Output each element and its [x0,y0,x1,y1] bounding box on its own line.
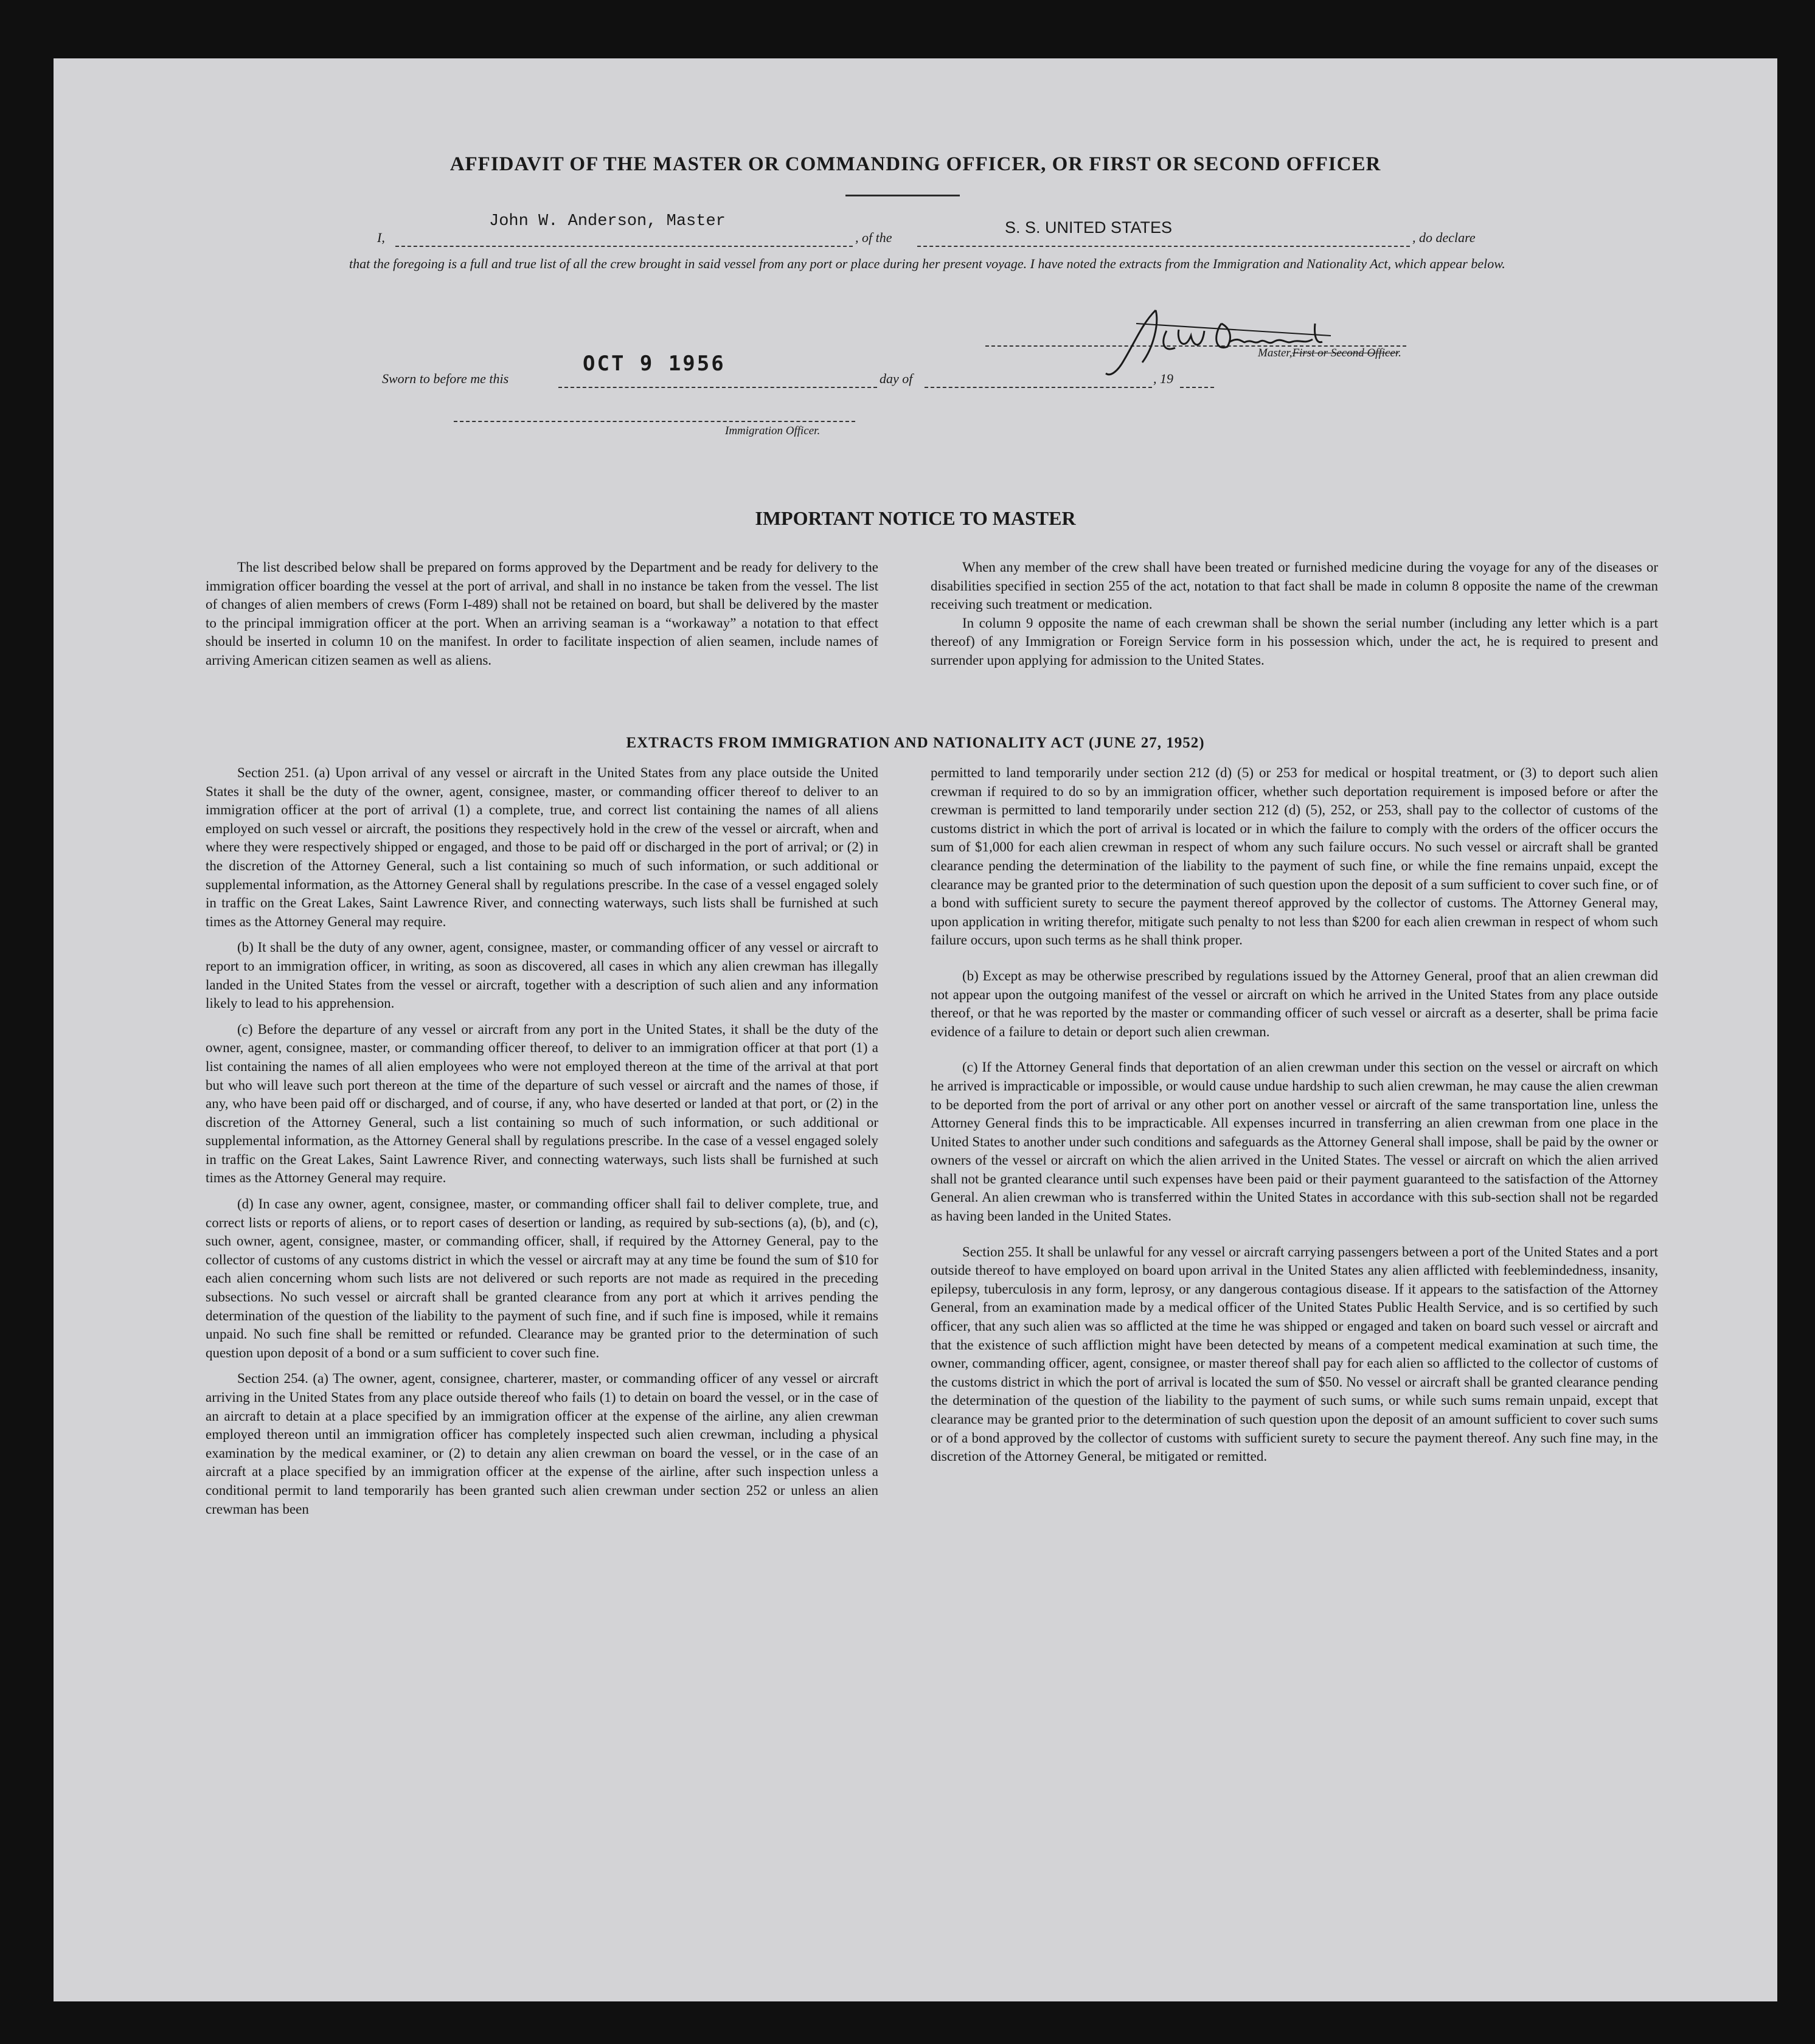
affidavit-title: AFFIDAVIT OF THE MASTER OR COMMANDING OFFICER, OR FIRST OR SECOND OFFICER [449,153,1381,175]
extracts-title: EXTRACTS FROM IMMIGRATION AND NATIONALITY ACT (JUNE 27, 1952) [626,735,1205,751]
master-name: John W. Anderson, Master [489,212,726,230]
notice-right-paragraph-2: In column 9 opposite the name of each crewman shall be shown the serial number (including any letter which is a part thereof) of any Immigration or Foreign Service form in his possession which, under the act, he is required to present and surrender upon applying for admission to the United States. [931,615,1658,668]
sworn-label: Sworn to before me this [382,371,509,386]
document-page [54,58,1777,2001]
section-254-a: Section 254. (a) The owner, agent, consignee, charterer, master, or commanding officer of any vessel or aircraft arriving in the United States from any place outside thereof who fails (1) to detain on board the vessel, or in the case of an aircraft to detain at a place specified by an immigration officer at the expense of the airline, any alien crewman employed thereon until an immigration officer has completely inspected such alien crewman, including a physical examination by the medical examiner, or (2) to detain any alien crewman on board the vessel, or in the case of an aircraft at a place specified by an immigration officer at the expense of the airline, after such inspection unless a conditional permit to land temporarily has been granted such alien crewman under section 252 or unless an alien crewman has been [206,1371,878,1517]
date-stamp: OCT 9 1956 [583,352,726,376]
section-251-c: (c) Before the departure of any vessel or aircraft from any port in the United States, it shall be the duty of the owner, agent, consignee, master, or commanding officer thereof, to deliver to an immigration officer at that port (1) a list containing the names of all alien employees who were not employed thereon at the time of the arrival at that port but who will leave such port thereon at the time of the departure of such vessel or aircraft and the names of those, if any, who have been paid off or discharged, and of course, if any, who have deserted or landed at that port, or (2) in the discretion of the Attorney General, such a list containing so much of such information, or such additional or supplemental information, as the Attorney General shall by regulations prescribe. In the case of a vessel engaged solely in traffic on the Great Lakes, Saint Lawrence River, and connecting waterways, such lists shall be furnished at such times as the Attorney General may require. [206,1021,878,1186]
extracts-right-column [931,764,1658,1466]
signer-title-master: Master, [1258,347,1293,359]
section-254-a-continued: permitted to land temporarily under section 212 (d) (5) or 253 for medical or hospital treatment, or (3) to deport such alien crewman if required to do so by an immigration officer, whether such deportation requirement is imposed before or after the crewman is permitted to land temporarily under section 212 (d) (5), 252, or 253, shall pay to the collector of customs of the customs district in which the port of arrival is located or in which the failure to comply with the orders of the officer occurs the sum of $1,000 for each alien crewman in respect of whom any such failure occurs. No such vessel or aircraft shall be granted clearance pending the determination of the liability to the payment of such fine, or while the fine remains unpaid, except the clearance may be granted prior to the determination of such question upon the deposit of a sum sufficient to cover such fine, or of a bond with sufficient surety to secure the payment thereof approved by the collector of customs. The Attorney General may, upon application in writing therefor, mitigate such penalty to not less than $200 for each alien crewman in respect of whom such failure occurs, upon such terms as he shall think proper. [931,765,1658,948]
master-name-line [395,238,853,247]
section-255: Section 255. It shall be unlawful for any vessel or aircraft carrying passengers between a port of the United States and a port outside thereof to have employed on board upon arrival in the United States any alien afflicted with feeblemindedness, insanity, epilepsy, tuberculosis in any form, leprosy, or any dangerous contagious disease. If it appears to the satisfaction of the Attorney General, from an examination made by a medical officer of the United States Public Health Service, and is so certified by such officer, that any such alien was so afflicted at the time he was shipped or engaged and taken on board such vessel or aircraft and that the existence of such affliction might have been detected by means of a competent medical examination at such time, the owner, commanding officer, agent, consignee, or master thereof shall pay for each alien so afflicted to the collector of customs of the customs district in which the port of arrival is located the sum of $50. No vessel or aircraft shall be granted clearance pending the determination of the question of the liability to the payment of such sums, or while such sums remain unpaid, except that clearance may be granted prior to the determination of such question upon the deposit of an amount sufficient to cover such sums or of a bond approved by the collector of customs with sufficient surety to secure the payment thereof. Any such fine may, in the discretion of the Attorney General, be mitigated or remitted. [931,1244,1658,1464]
month-line [925,379,1152,388]
section-251-b: (b) It shall be the duty of any owner, agent, consignee, master, or commanding officer of any vessel or aircraft to report to an immigration officer, in writing, as soon as discovered, all cases in which any alien crewman has illegally landed in the United States from the vessel or aircraft, together with a description of such alien and any information likely to lead to his apprehension. [206,940,878,1011]
notice-title: IMPORTANT NOTICE TO MASTER [755,507,1076,529]
vessel-name: S. S. UNITED STATES [1005,218,1173,237]
immigration-officer-line [454,415,855,422]
of-the-label: , of the [855,230,892,245]
i-label: I, [377,230,385,245]
vessel-name-line [917,238,1410,247]
section-254-c: (c) If the Attorney General finds that deportation of an alien crewman under this section on the vessel or aircraft on which he arrived is impracticable or impossible, or would cause undue hardship to such alien crewman, he may cause the alien crewman to be deported from the port of arrival or any other port on another vessel or aircraft of the same transportation line, unless the Attorney General finds this to be impracticable. All expenses incurred in transferring an alien crewman from one place in the United States to another under such conditions and safeguards as the Attorney General shall impose, shall be paid by the owner or owners of the vessel or aircraft on which the alien arrived in the United States. The vessel or aircraft on which the alien arrived shall not be granted clearance until such expenses have been paid or their payment guaranteed to the satisfaction of the Attorney General. An alien crewman who is transferred within the United States in accordance with this sub-section shall not be regarded as having been landed in the United States. [931,1059,1658,1224]
signer-title [1258,347,1401,360]
notice-left-paragraph: The list described below shall be prepared on forms approved by the Department and be ready for delivery to the immigration officer boarding the vessel at the port of arrival, and shall in no instance be taken from the vessel. The list of changes of alien members of crews (Form I-489) shall not be retained on board, but shall be delivered by the master to the principal immigration officer at the port. When an arriving seaman is a “workaway” a notation to that effect should be inserted in column 10 on the manifest. In order to facilitate inspection of alien seamen, include names of arriving American citizen seamen as well as aliens. [206,560,878,668]
do-declare-label: , do declare [1412,230,1476,245]
notice-right-column [931,558,1658,670]
section-254-b: (b) Except as may be otherwise prescribed by regulations issued by the Attorney General, proof that an alien crewman did not appear upon the outgoing manifest of the vessel or aircraft on which he arrived in the United States from any place outside thereof, or that he was reported by the master or commanding officer of such vessel or aircraft as a deserter, shall be prima facie evidence of a failure to detain or deport such alien crewman. [931,968,1658,1039]
sworn-date-line [558,379,877,388]
declaration-text: that the foregoing is a full and true list of all the crew brought in said vessel from any port or place during her present voyage. I have noted the extracts from the Immigration and Nationality Act, which appear below. [349,256,1505,271]
extracts-left-column [206,764,878,1519]
signature [1100,299,1416,390]
signer-title-suffix: . [1398,347,1401,359]
immigration-officer-label: Immigration Officer. [725,424,821,437]
signer-title-struck: First or Second Officer [1292,347,1399,359]
day-of-label: day of [880,371,913,386]
notice-right-paragraph-1: When any member of the crew shall have been treated or furnished medicine during the voyage for any of the diseases or disabilities specified in section 255 of the act, notation to that fact shall be made in column 8 opposite the name of the crewman receiving such treatment or medication. [931,560,1658,612]
section-251-d: (d) In case any owner, agent, consignee, master, or commanding officer shall fail to deliver complete, true, and correct lists or reports of aliens, or to report cases of desertion or landing, as required by sub-sections (a), (b), and (c), such owner, agent, consignee, master, or commanding officer, shall, if required by the Attorney General, pay to the collector of customs of any customs district in which the vessel or aircraft may at any time be found the sum of $10 for each alien concerning whom such lists are not delivered or such reports are not made as required in the preceding subsections. No such vessel or aircraft shall be granted clearance from any port at which it arrives pending the determination of the question of the liability to the payment of such fine, and if such fine is imposed, while it remains unpaid. No such fine shall be remitted or refunded. Clearance may be granted prior to the determination of such question upon deposit of a bond or a sum sufficient to cover such fine. [206,1196,878,1360]
notice-left-column [206,558,878,670]
section-251-a: Section 251. (a) Upon arrival of any vessel or aircraft in the United States from any place outside the United States it shall be the duty of the owner, agent, consignee, master, or commanding officer thereof to deliver to an immigration officer at the port of arrival (1) a complete, true, and correct list containing the names of all aliens employed on such vessel or aircraft, the positions they respectively hold in the crew of the vessel or aircraft, when and where they were respectively shipped or engaged, and those to be paid off or discharged in the port of arrival; or (2) in the discretion of the Attorney General, such a list containing so much of such information, or such additional or supplemental information, as the Attorney General shall by regulations prescribe. In the case of a vessel engaged solely in traffic on the Great Lakes, Saint Lawrence River, and connecting waterways, such lists shall be furnished at such times as the Attorney General may require. [206,765,878,929]
title-underline [845,195,960,196]
year-prefix: , 19 [1153,371,1173,386]
year-line [1180,379,1214,388]
